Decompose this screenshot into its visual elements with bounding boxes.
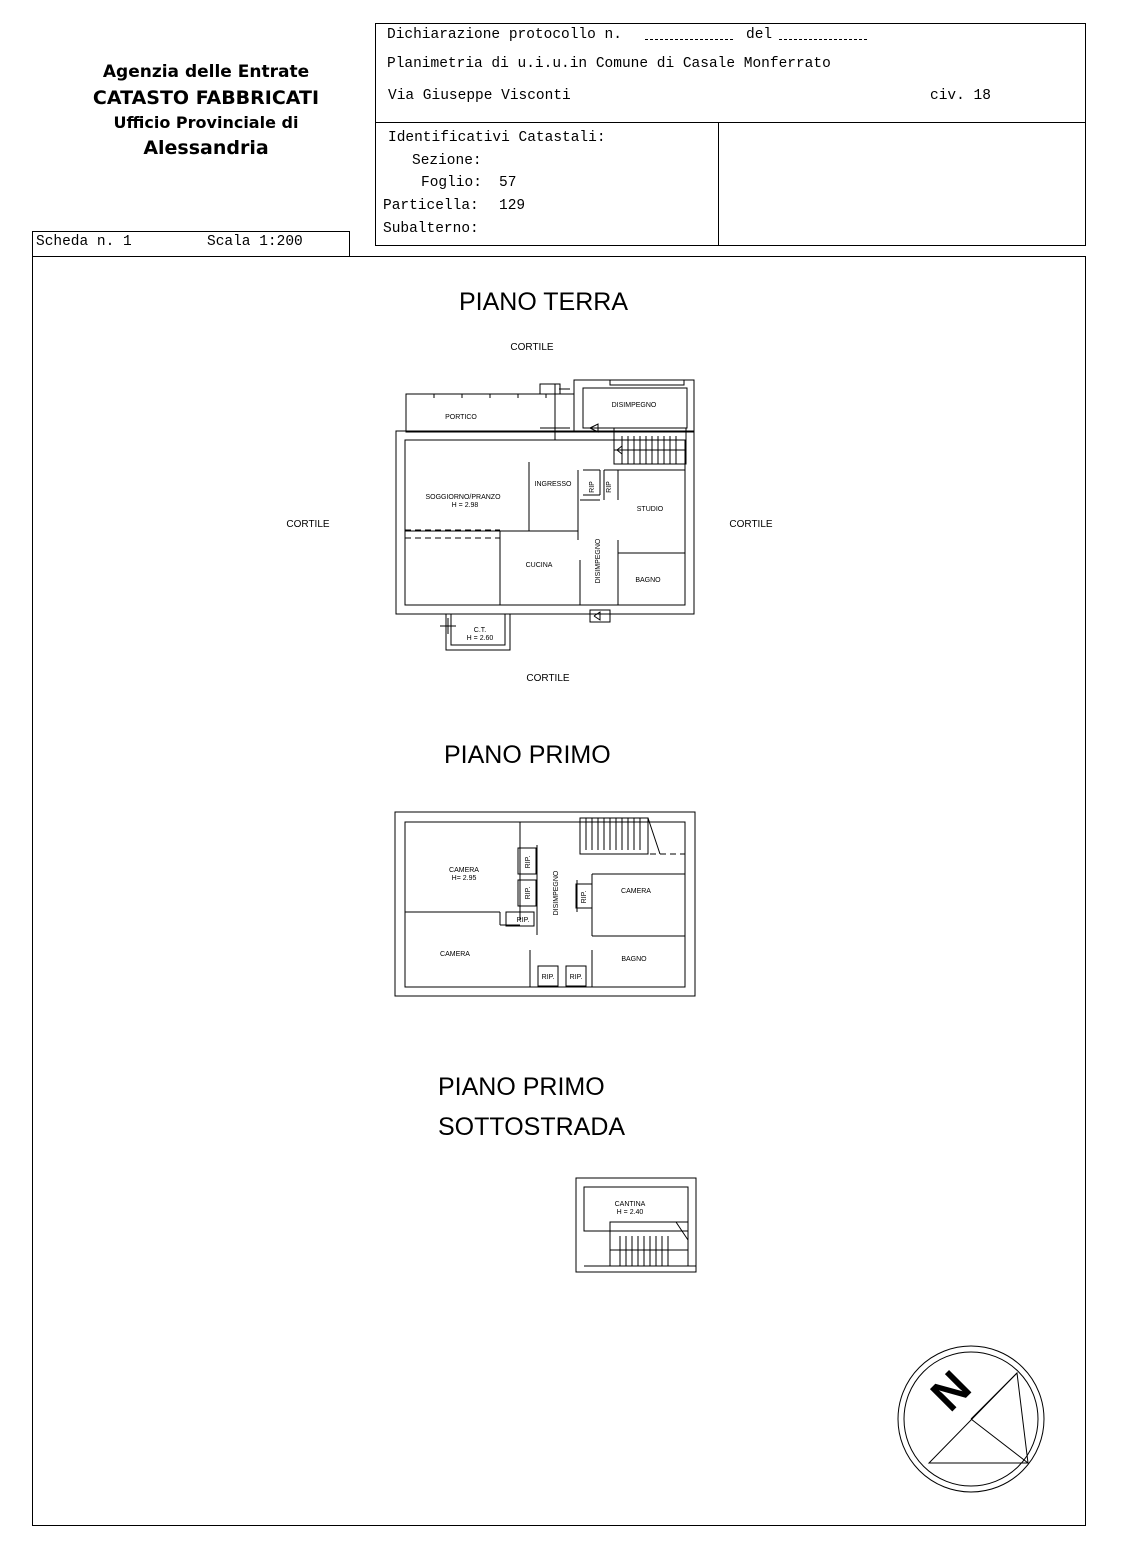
primo-rip-d: RIP. [581,890,588,904]
office-label: Ufficio Provinciale di [113,113,299,132]
floor-title-sottostrada-2: SOTTOSTRADA [438,1113,626,1141]
cortile-east: CORTILE [729,519,773,530]
planimetria-line: Planimetria di u.i.u.in Comune di Casale Monferrato [387,56,831,72]
primo-camera-3: CAMERA [440,951,470,958]
terra-room-bagno: BAGNO [635,577,661,584]
primo-disimpegno-vertical: DISIMPEGNO [553,870,560,916]
scale-label: Scala 1:200 [207,234,303,250]
primo-rip-a: RIP. [525,855,532,869]
room-disimpegno-top: DISIMPEGNO [611,402,657,409]
catasto-title: CATASTO FABBRICATI [92,87,320,109]
room-ingresso: INGRESSO [534,481,572,488]
portico-outline [406,394,574,432]
portico-step [540,384,560,394]
subalterno-label: Subalterno: [383,221,479,237]
room-soggiorno: SOGGIORNO/PRANZO [425,494,501,501]
date-label: del [746,27,773,43]
cantina-stairs [610,1222,688,1266]
civic-number: civ. 18 [930,88,991,104]
terra-outer-wall [396,431,694,614]
room-ct: C.T. [473,627,487,634]
floor-title-terra: PIANO TERRA [459,288,629,316]
protocol-label: Dichiarazione protocollo n. [387,27,622,43]
room-studio: STUDIO [636,506,664,513]
room-ct-height: H = 2.60 [466,635,494,642]
plan-piano-primo [395,812,695,996]
primo-rip-f: RIP. [569,974,583,981]
room-portico: PORTICO [445,414,477,421]
primo-camera-2: CAMERA [621,888,651,895]
primo-stairs [580,818,648,854]
terra-disimpegno-vertical: DISIMPEGNO [595,538,602,584]
compass-north-letter [920,1360,980,1420]
terra-stairs [614,428,686,464]
agency-name: Agenzia delle Entrate [102,62,310,82]
primo-rip-c: RIP. [516,917,530,924]
terra-rip-2: RIP [606,481,613,493]
floor-title-primo: PIANO PRIMO [444,741,611,769]
room-cucina: CUCINA [525,562,553,569]
particella-label: Particella: [383,198,479,214]
primo-room-bagno: BAGNO [621,956,647,963]
foglio-value: 57 [499,175,517,191]
primo-rip-e: RIP. [541,974,555,981]
cortile-west: CORTILE [286,519,330,530]
scheda-number: Scheda n. 1 [36,234,132,250]
room-cantina-height: H = 2.40 [616,1209,644,1216]
room-soggiorno-height: H = 2.98 [451,502,479,509]
particella-value: 129 [499,198,526,214]
foglio-label: Foglio: [421,175,482,191]
cortile-north: CORTILE [510,342,554,353]
compass-n-label: N [920,1360,981,1421]
primo-camera-1-height: H= 2.95 [451,875,477,882]
office-city: Alessandria [143,137,269,159]
sezione-label: Sezione: [412,153,482,169]
cortile-south: CORTILE [526,673,570,684]
primo-outer-wall [395,812,695,996]
address-line: Via Giuseppe Visconti [388,88,571,104]
room-cantina: CANTINA [614,1201,646,1208]
primo-camera-1: CAMERA [449,867,479,874]
floor-title-sottostrada-1: PIANO PRIMO [438,1073,605,1101]
primo-rip-b: RIP. [525,886,532,900]
identifiers-heading: Identificativi Catastali: [388,130,606,146]
plan-piano-terra [396,380,694,650]
terra-rip-1: RIP [589,481,596,493]
north-compass-icon [898,1346,1044,1492]
plan-sottostrada [576,1178,696,1272]
